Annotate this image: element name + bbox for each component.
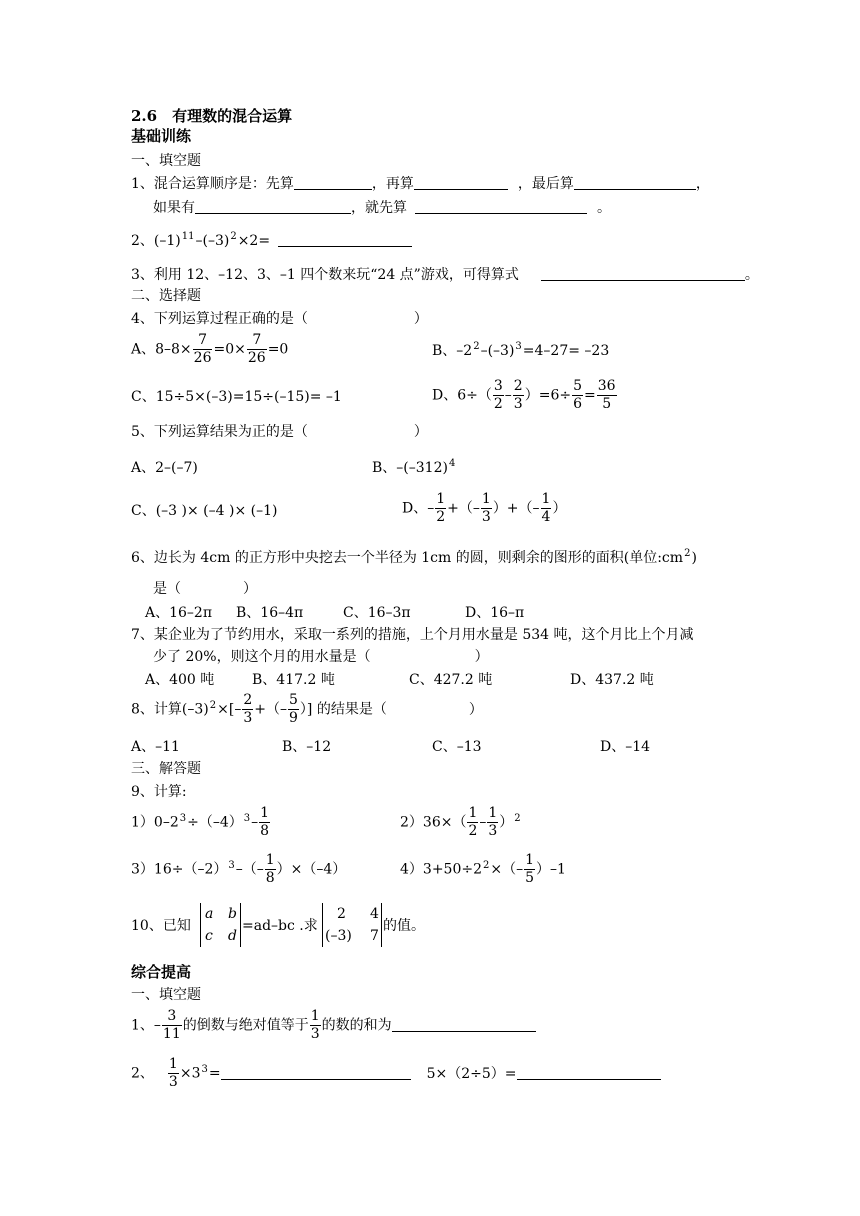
question-10-end: 的值。: [383, 918, 425, 934]
question-4-option-c: C、15÷5×(–3)=15÷(–15)= –1: [131, 389, 342, 405]
question-10-formula: =ad–bc .求: [242, 918, 318, 934]
question-5-option-d: D、– $\frac{1}{2}$ +（– $\frac{1}{3}$ ）+（– $\frac{1}{4}$ ）: [402, 491, 567, 525]
determinant-definition: a b c d: [200, 903, 241, 947]
question-9-part-4: $4)3+50\div 2^2\times(-$ $\frac{1}{5}$ ）–1: [400, 852, 566, 886]
part-heading-fill-2: 一、填空题: [131, 987, 201, 1003]
answer-blank[interactable]: [195, 199, 351, 214]
part-heading-choice: 二、选择题: [131, 288, 201, 304]
fraction: $\frac{3}{11}$: [162, 1008, 181, 1042]
question-9-part-1: $1)0-2^3\div(-4)^3-$ $\frac{1}{8}$: [131, 805, 270, 839]
answer-blank[interactable]: [221, 1065, 411, 1080]
question-4-option-d: D、6÷（ $\frac{3}{2}$ – $\frac{2}{3}$ ）=6÷ $\frac{5}{6}$ = $\frac{36}{5}$: [432, 378, 616, 412]
question-6-line-1: 6、边长为 4cm 的正方形中央挖去一个半径为 1cm 的圆，则剩余的图形的面积(单位$:cm^2$): [131, 548, 697, 566]
question-5-stem: 5、下列运算结果为正的是（ ）: [131, 424, 428, 440]
advanced-question-1: 1、– $\frac{3}{11}$ 的倒数与绝对值等于 $\frac{1}{3}$ 的数的和为: [131, 1008, 536, 1043]
question-7-option-c: C、427.2 吨: [409, 672, 493, 688]
fraction: $\frac{1}{3}$: [481, 491, 491, 525]
question-8-stem: 8、计算$(-3)^2\times[-$ $\frac{2}{3}$ +（– $\frac{5}{9}$ ）] 的结果是（ ）: [131, 692, 483, 726]
question-6-option-d: D、16–π: [465, 605, 525, 621]
question-6-option-c: C、16–3π: [343, 605, 411, 621]
fraction: $\frac{1}{2}$: [468, 805, 478, 839]
question-8-option-a: A、–11: [131, 739, 180, 755]
answer-blank[interactable]: [517, 1065, 661, 1080]
answer-blank[interactable]: [415, 199, 587, 214]
question-4-option-a: A、8–8× $\frac{7}{26}$ =0× $\frac{7}{26}$ =0: [131, 332, 289, 366]
section-heading-advanced: 综合提高: [131, 963, 192, 981]
question-8-option-c: C、–13: [432, 739, 482, 755]
fraction: $\frac{1}{3}$: [310, 1008, 320, 1042]
question-7-line-1: 7、某企业为了节约用水，采取一系列的措施，上个月用水量是 534 吨，这个月比上个月减: [131, 627, 694, 643]
part-heading-solve: 三、解答题: [131, 761, 201, 777]
fraction: $\frac{5}{6}$: [573, 378, 583, 412]
advanced-question-2: 2、 $\frac{1}{3}$ $\times 3^3= 5\times(2\div 5)=$: [131, 1056, 661, 1091]
question-6-line-2: 是（ ）: [153, 581, 257, 597]
fraction: $\frac{1}{3}$: [168, 1056, 178, 1090]
question-8-option-b: B、–12: [282, 739, 332, 755]
question-10-intro: 10、已知: [131, 918, 191, 934]
question-7-option-d: D、437.2 吨: [570, 672, 654, 688]
question-3: 3、利用 12、–12、3、–1 四个数来玩“24 点”游戏，可得算式 。: [131, 267, 759, 283]
fraction: $\frac{7}{26}$: [193, 332, 212, 366]
fraction: $\frac{3}{2}$: [493, 378, 503, 412]
answer-blank[interactable]: [574, 175, 696, 190]
fraction: $\frac{36}{5}$: [597, 378, 616, 412]
fraction: $\frac{2}{3}$: [513, 378, 523, 412]
question-1-line-2: 如果有 ，就先算 。: [153, 200, 611, 216]
question-8-option-d: D、–14: [600, 739, 651, 755]
answer-blank[interactable]: [278, 232, 412, 247]
question-5-option-c: C、(–3 )× (–4 )× (–1): [131, 503, 278, 519]
question-7-option-a: A、400 吨: [145, 672, 215, 688]
fraction: $\frac{1}{5}$: [525, 852, 535, 886]
section-heading-basic: 基础训练: [131, 127, 192, 145]
question-9-part-3: $3)16\div(-2)^3-(-$ $\frac{1}{8}$ ）×（–4）: [131, 852, 347, 886]
question-1-line-1: 1、混合运算顺序是：先算 ，再算 ，最后算 ，: [131, 176, 710, 192]
fraction: $\frac{7}{26}$: [247, 332, 266, 366]
page-title: 2.6 有理数的混合运算: [131, 107, 293, 125]
fraction: $\frac{1}{8}$: [265, 852, 275, 886]
fraction: $\frac{1}{3}$: [488, 805, 498, 839]
question-4-option-b: B、$-2^2-(-3)^3=4-27= -23$: [432, 341, 610, 359]
question-9-part-2: 2）36×（ $\frac{1}{2}$ – $\frac{1}{3}$ ）$^2$: [400, 805, 521, 839]
answer-blank[interactable]: [294, 175, 372, 190]
question-6-option-b: B、16–4π: [236, 605, 304, 621]
answer-blank[interactable]: [392, 1017, 536, 1032]
fraction: $\frac{1}{2}$: [436, 491, 446, 525]
question-5-option-a: A、2–(–7): [131, 460, 198, 476]
fraction: $\frac{1}{4}$: [541, 491, 551, 525]
question-7-line-2: 少了 20%，则这个月的用水量是（ ）: [153, 649, 489, 665]
question-4-stem: 4、下列运算过程正确的是（ ）: [131, 311, 428, 327]
fraction: $\frac{5}{9}$: [288, 692, 298, 726]
answer-blank[interactable]: [414, 175, 508, 190]
part-heading-fill: 一、填空题: [131, 153, 201, 169]
question-5-option-b: B、$-(-312)^4$: [372, 458, 456, 476]
determinant-question: 2 4 (–3) 7: [322, 903, 382, 947]
question-2: 2、$(-1)^{11}-(-3)^2\times 2=$: [131, 232, 412, 250]
answer-blank[interactable]: [541, 266, 745, 281]
fraction: $\frac{1}{8}$: [260, 805, 270, 839]
question-6-option-a: A、16–2π: [145, 605, 213, 621]
fraction: $\frac{2}{3}$: [243, 692, 253, 726]
question-7-option-b: B、417.2 吨: [252, 672, 335, 688]
question-9-stem: 9、计算:: [131, 784, 187, 800]
